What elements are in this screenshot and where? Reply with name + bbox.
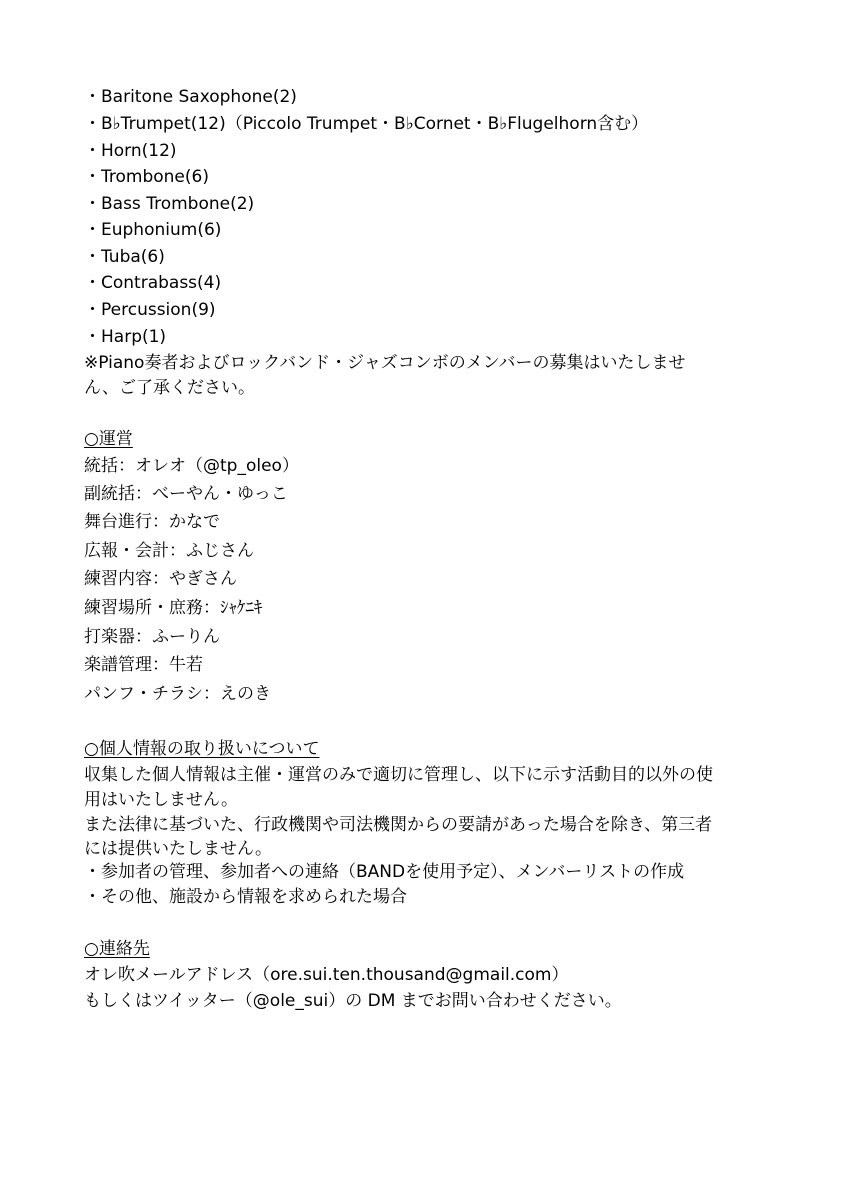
instrument-item: ・Trombone(6) [84, 167, 209, 187]
staff-item: 舞台進行：かなで [84, 512, 220, 532]
recruitment-note: ※Piano奏者およびロックバンド・ジャズコンボのメンバーの募集はいたしませ [84, 353, 686, 373]
instrument-item: ・Bass Trombone(2) [84, 194, 255, 214]
privacy-heading: ○個人情報の取り扱いについて [84, 739, 320, 759]
staff-item: パンフ・チラシ：えのき [84, 684, 271, 704]
privacy-line: ・その他、施設から情報を求められた場合 [84, 887, 407, 907]
privacy-line: 用はいたしません。 [84, 790, 239, 810]
contact-email-line: オレ吹メールアドレス（ore.sui.ten.thousand@gmail.com） [84, 965, 569, 985]
recruitment-note: ん、ご了承ください。 [84, 378, 256, 398]
instrument-item: ・Contrabass(4) [84, 273, 222, 293]
instrument-item: ・Harp(1) [84, 327, 167, 347]
contact-heading: ○連絡先 [84, 939, 150, 959]
staff-item: 広報・会計：ふじさん [84, 541, 254, 561]
instrument-item: ・Euphonium(6) [84, 220, 222, 240]
instrument-item: ・Baritone Saxophone(2) [84, 87, 297, 107]
staff-item: 練習内容：やぎさん [84, 569, 237, 589]
contact-twitter-line: もしくはツイッター（@ole_sui）の DM までお問い合わせください。 [84, 991, 622, 1011]
staff-heading: ○運営 [84, 429, 133, 449]
instrument-item: ・B♭Trumpet(12)（Piccolo Trumpet・B♭Cornet・B♭Flugelhorn含む） [84, 114, 649, 134]
instrument-item: ・Horn(12) [84, 141, 177, 161]
staff-item: 練習場所・庶務：ｼｬｹﾆｷ [84, 598, 263, 618]
staff-item: 打楽器：ふーりん [84, 627, 220, 647]
instrument-item: ・Percussion(9) [84, 300, 216, 320]
privacy-line: ・参加者の管理、参加者への連絡（BANDを使用予定）、メンバーリストの作成 [84, 862, 685, 882]
staff-item: 楽譜管理：牛若 [84, 655, 203, 675]
instrument-item: ・Tuba(6) [84, 247, 165, 267]
privacy-line: 収集した個人情報は主催・運営のみで適切に管理し、以下に示す活動目的以外の使 [84, 765, 713, 785]
privacy-line: また法律に基づいた、行政機関や司法機関からの要請があった場合を除き、第三者 [84, 815, 713, 835]
staff-item: 副統括：べーやん・ゆっこ [84, 484, 288, 504]
staff-item: 統括：オレオ（@tp_oleo） [84, 456, 299, 476]
privacy-line: には提供いたしません。 [84, 839, 273, 859]
